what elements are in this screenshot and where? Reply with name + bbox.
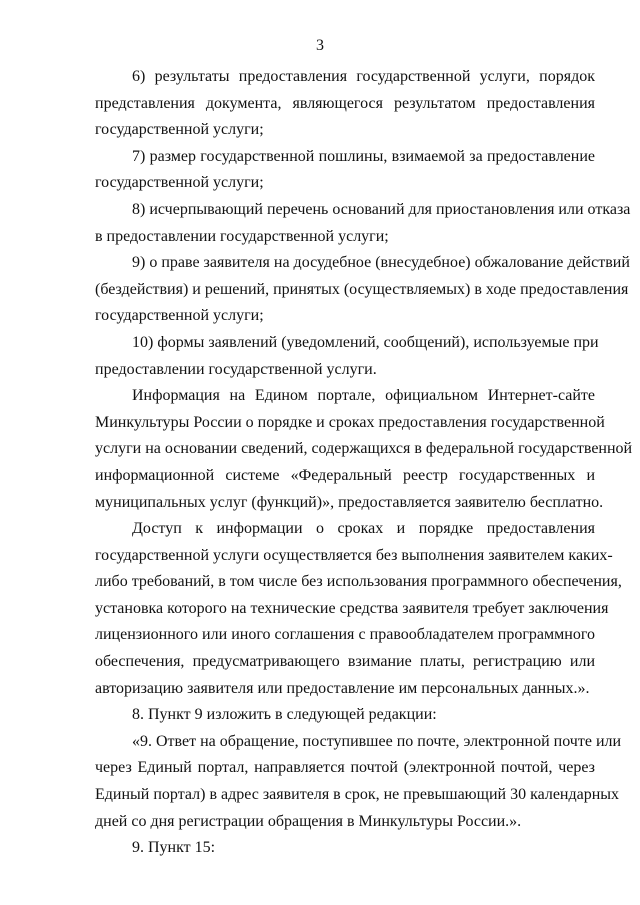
paragraph-5-line-1: 10) формы заявлений (уведомлений, сообщений), используемые при [132, 333, 599, 351]
paragraph-6-line-5: муниципальных услуг (функций)», предоставляется заявителю бесплатно. [95, 493, 604, 511]
paragraph-9-line-4: дней со дня регистрации обращения в Минкультуры России.». [95, 812, 522, 830]
paragraph-2 [95, 144, 595, 197]
paragraph-5 [95, 330, 599, 383]
paragraph-6-line-4: информационной системе «Федеральный реестр государственных и [95, 466, 595, 484]
paragraph-1-line-1: 6) результаты предоставления государственной услуги, порядок [132, 68, 595, 85]
paragraph-7-line-6: обеспечения, предусматривающего взимание платы, регистрацию или [95, 653, 595, 671]
paragraph-2-line-1: 7) размер государственной пошлины, взимаемой за предоставление [132, 147, 595, 165]
paragraph-10-line-1: 9. Пункт 15: [132, 839, 216, 857]
paragraph-5-line-2: предоставлении государственной услуги. [95, 360, 377, 378]
paragraph-10 [95, 835, 595, 862]
paragraph-2-line-2: государственной услуги; [95, 174, 264, 192]
paragraph-9 [95, 729, 622, 835]
document-body [95, 64, 633, 862]
paragraph-1-line-3: государственной услуги; [95, 121, 264, 139]
page-number: 3 [316, 37, 324, 54]
paragraph-6-line-2: Минкультуры России о порядке и сроках предоставления государственной [95, 413, 605, 431]
paragraph-4-line-3: государственной услуги; [95, 307, 264, 325]
paragraph-7-line-4: установка которого на технические средства заявителя требует заключения [95, 599, 609, 617]
paragraph-7-line-2: государственной услуги осуществляется без выполнения заявителем каких- [95, 546, 613, 564]
paragraph-8-line-1: 8. Пункт 9 изложить в следующей редакции: [132, 706, 437, 724]
paragraph-9-line-2: через Единый портал, направляется почтой (электронной почтой, через [95, 759, 595, 777]
paragraph-1-line-2: представления документа, являющегося результатом предоставления [95, 94, 595, 112]
paragraph-4 [95, 250, 630, 330]
paragraph-6-line-1: Информация на Едином портале, официальном Интернет-сайте [132, 387, 595, 405]
paragraph-9-line-3: Единый портал) в адрес заявителя в срок, не превышающий 30 календарных [95, 786, 620, 804]
paragraph-7 [95, 516, 622, 702]
paragraph-4-line-2: (бездействия) и решений, принятых (осуществляемых) в ходе предоставления [95, 280, 629, 298]
paragraph-7-line-1: Доступ к информации о сроках и порядке предоставления [132, 520, 595, 538]
paragraph-9-line-1: «9. Ответ на обращение, поступившее по почте, электронной почте или [132, 732, 622, 750]
paragraph-3-line-1: 8) исчерпывающий перечень оснований для приостановления или отказа [132, 200, 631, 218]
paragraph-3 [95, 197, 631, 250]
paragraph-6-line-3: услуги на основании сведений, содержащихся в федеральной государственной [95, 440, 633, 458]
paragraph-6 [95, 383, 633, 516]
paragraph-3-line-2: в предоставлении государственной услуги; [95, 227, 389, 245]
paragraph-7-line-5: лицензионного или иного соглашения с правообладателем программного [95, 626, 595, 644]
paragraph-8 [95, 702, 595, 729]
paragraph-1 [95, 64, 595, 144]
paragraph-4-line-1: 9) о праве заявителя на досудебное (внесудебное) обжалование действий [132, 254, 630, 272]
paragraph-7-line-7: авторизацию заявителя или предоставление им персональных данных.». [95, 679, 590, 697]
paragraph-7-line-3: либо требований, в том числе без использования программного обеспечения, [95, 573, 622, 591]
